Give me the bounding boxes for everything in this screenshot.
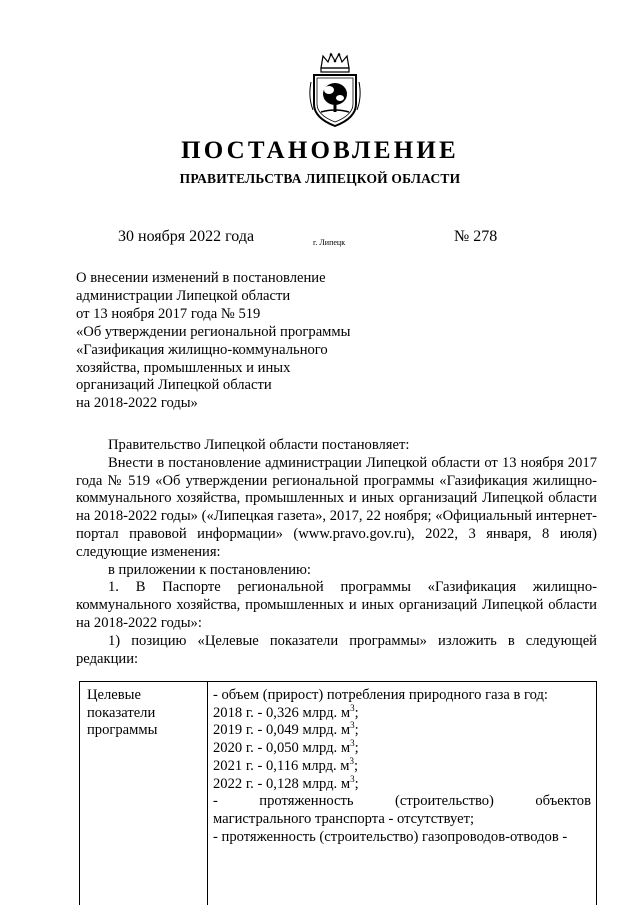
document-heading bbox=[76, 270, 376, 413]
document-subtitle: ПРАВИТЕЛЬСТВА ЛИПЕЦКОЙ ОБЛАСТИ bbox=[179, 171, 461, 186]
document-date: 30 ноября 2022 года bbox=[118, 228, 255, 245]
unit-label: млрд. м bbox=[302, 722, 351, 739]
heading-line: хозяйства, промышленных и иных bbox=[76, 359, 291, 376]
year-label: 2022 г. - bbox=[213, 775, 263, 792]
table-column-divider bbox=[207, 682, 208, 905]
heading-line: «Об утверждении региональной программы bbox=[76, 323, 351, 340]
heading-line: от 13 ноября 2017 года № 519 bbox=[76, 305, 261, 322]
table-year-row: 2019 г. - 0,049 млрд. $м^3$; bbox=[213, 720, 359, 739]
document-title: ПОСТАНОВЛЕНИЕ bbox=[181, 137, 459, 164]
table-branch-line: - протяженность (строительство) газопроводов-отводов - bbox=[213, 828, 568, 845]
document-body bbox=[76, 437, 597, 668]
unit-label: млрд. м bbox=[302, 704, 351, 721]
year-value: 0,128 bbox=[266, 775, 299, 792]
unit-label: млрд. м bbox=[302, 775, 351, 792]
table-year-row: 2022 г. - 0,128 млрд. $м^3$; bbox=[213, 773, 359, 792]
heading-line: организаций Липецкой области bbox=[76, 377, 272, 394]
heading-line: «Газификация жилищно-коммунального bbox=[76, 341, 328, 358]
target-indicators-table bbox=[79, 681, 597, 905]
year-value: 0,326 bbox=[266, 704, 299, 721]
body-paragraph: 1) позицию «Целевые показатели программы» изложить в следующей редакции: bbox=[76, 632, 597, 667]
heading-line: О внесении изменений в постановление bbox=[76, 270, 326, 286]
body-paragraph: в приложении к постановлению: bbox=[108, 561, 311, 578]
table-label-line: Целевые bbox=[87, 687, 141, 703]
table-label-line: программы bbox=[87, 722, 158, 739]
document-city: г. Липецк bbox=[313, 238, 346, 247]
year-value: 0,116 bbox=[266, 757, 299, 774]
year-value: 0,050 bbox=[266, 740, 299, 757]
table-intro-line: - объем (прирост) потребления природного газа в год: bbox=[213, 687, 548, 703]
unit-exponent: 3 bbox=[350, 720, 355, 731]
unit-label: млрд. м bbox=[302, 740, 351, 757]
body-paragraph: Внести в постановление администрации Липецкой области от 13 ноября 2017 года № 519 «Об утверждении региональной программы «Газификация жилищно-коммунального хозяйства, промышленных и иных организаций Липецкой области на 2018-2022 годы» («Липецкая газета», 2017, 22 ноября; «Официальный интернет-портал правовой информации» (www.pravo.gov.ru), 2022, 3 января, 8 июля) следующие изменения: bbox=[76, 454, 597, 560]
body-paragraph: Правительство Липецкой области постановляет: bbox=[108, 437, 410, 453]
unit-exponent: 3 bbox=[350, 773, 355, 784]
year-label: 2018 г. - bbox=[213, 704, 263, 721]
table-label-cell bbox=[87, 687, 202, 740]
body-paragraph: 1. В Паспорте региональной программы «Газификация жилищно-коммунального хозяйства, промышленных и иных организаций Липецкой области на 2018-2022 годы»: bbox=[76, 579, 597, 631]
table-year-row: 2020 г. - 0,050 млрд. $м^3$; bbox=[213, 738, 359, 757]
unit-exponent: 3 bbox=[350, 702, 355, 713]
table-trunk-line-cont: магистрального транспорта - отсутствует; bbox=[213, 810, 475, 827]
table-year-row: 2018 г. - 0,326 млрд. $м^3$; bbox=[213, 702, 359, 721]
table-trunk-line: - протяженность (строительство) объектов bbox=[213, 793, 591, 810]
year-label: 2020 г. - bbox=[213, 740, 263, 757]
table-year-row: 2021 г. - 0,116 млрд. $м^3$; bbox=[213, 755, 359, 774]
year-label: 2019 г. - bbox=[213, 722, 263, 739]
unit-exponent: 3 bbox=[349, 755, 355, 766]
table-label-line: показатели bbox=[87, 704, 156, 721]
year-label: 2021 г. - bbox=[213, 757, 263, 774]
unit-exponent: 3 bbox=[350, 738, 355, 749]
year-value: 0,049 bbox=[266, 722, 299, 739]
heading-line: на 2018-2022 годы» bbox=[76, 395, 198, 412]
table-value-cell bbox=[213, 687, 591, 846]
coat-of-arms-icon bbox=[307, 52, 363, 130]
document-number: № 278 bbox=[454, 228, 498, 245]
unit-label: млрд. м bbox=[301, 757, 350, 774]
heading-line: администрации Липецкой области bbox=[76, 287, 291, 304]
